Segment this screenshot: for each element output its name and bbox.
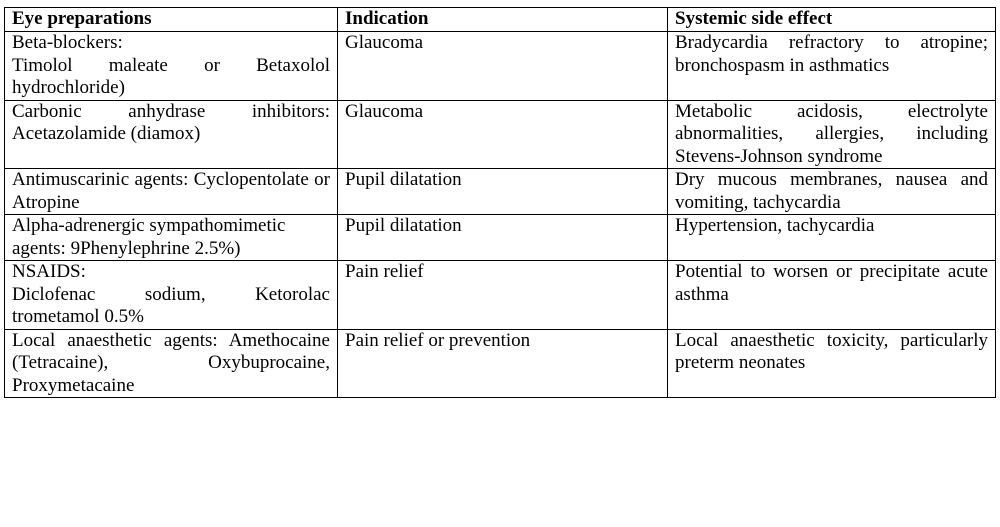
cell-preparation [5,329,338,398]
cell-side-effect: Local anaesthetic toxicity, particularly preterm neonates [668,329,996,398]
table-row [5,169,996,215]
cell-indication: Glaucoma [338,100,668,169]
cell-preparation [5,100,338,169]
cell-indication: Glaucoma [338,32,668,101]
header-indication: Indication [338,8,668,32]
cell-indication: Pain relief [338,261,668,330]
cell-side-effect: Metabolic acidosis, electrolyte abnormalities, allergies, including Stevens-Johnson syndrome [668,100,996,169]
preparation-class: NSAIDS: [12,261,86,282]
cell-side-effect: Dry mucous membranes, nausea and vomiting, tachycardia [668,169,996,215]
cell-side-effect: Potential to worsen or precipitate acute asthma [668,261,996,330]
cell-preparation [5,215,338,261]
table-row [5,329,996,398]
cell-preparation [5,261,338,330]
cell-indication: Pain relief or prevention [338,329,668,398]
table-row [5,261,996,330]
cell-side-effect: Hypertension, tachycardia [668,215,996,261]
header-eye-preparations: Eye preparations [5,8,338,32]
cell-preparation [5,169,338,215]
preparation-class: Carbonic anhydrase inhibitors: Acetazolamide (diamox) [12,100,330,144]
table-header-row [5,8,996,32]
preparation-class: Beta-blockers: [12,32,123,53]
preparation-drugs: Timolol maleate or Betaxolol hydrochloride) [12,54,330,98]
preparation-class: Alpha-adrenergic sympathomimetic agents: 9Phenylephrine 2.5%) [12,215,286,259]
header-systemic-side-effect: Systemic side effect [668,8,996,32]
eye-preparations-table [4,7,996,398]
preparation-class: Local anaesthetic agents: Amethocaine (Tetracaine), Oxybuprocaine, Proxymetacaine [12,329,330,396]
cell-preparation [5,32,338,101]
cell-indication: Pupil dilatation [338,169,668,215]
cell-side-effect: Bradycardia refractory to atropine; bronchospasm in asthmatics [668,32,996,101]
table-row [5,100,996,169]
cell-indication: Pupil dilatation [338,215,668,261]
table-row [5,32,996,101]
table-row [5,215,996,261]
preparation-class: Antimuscarinic agents: Cyclopentolate or Atropine [12,169,330,213]
preparation-drugs: Diclofenac sodium, Ketorolac trometamol 0.5% [12,283,330,327]
